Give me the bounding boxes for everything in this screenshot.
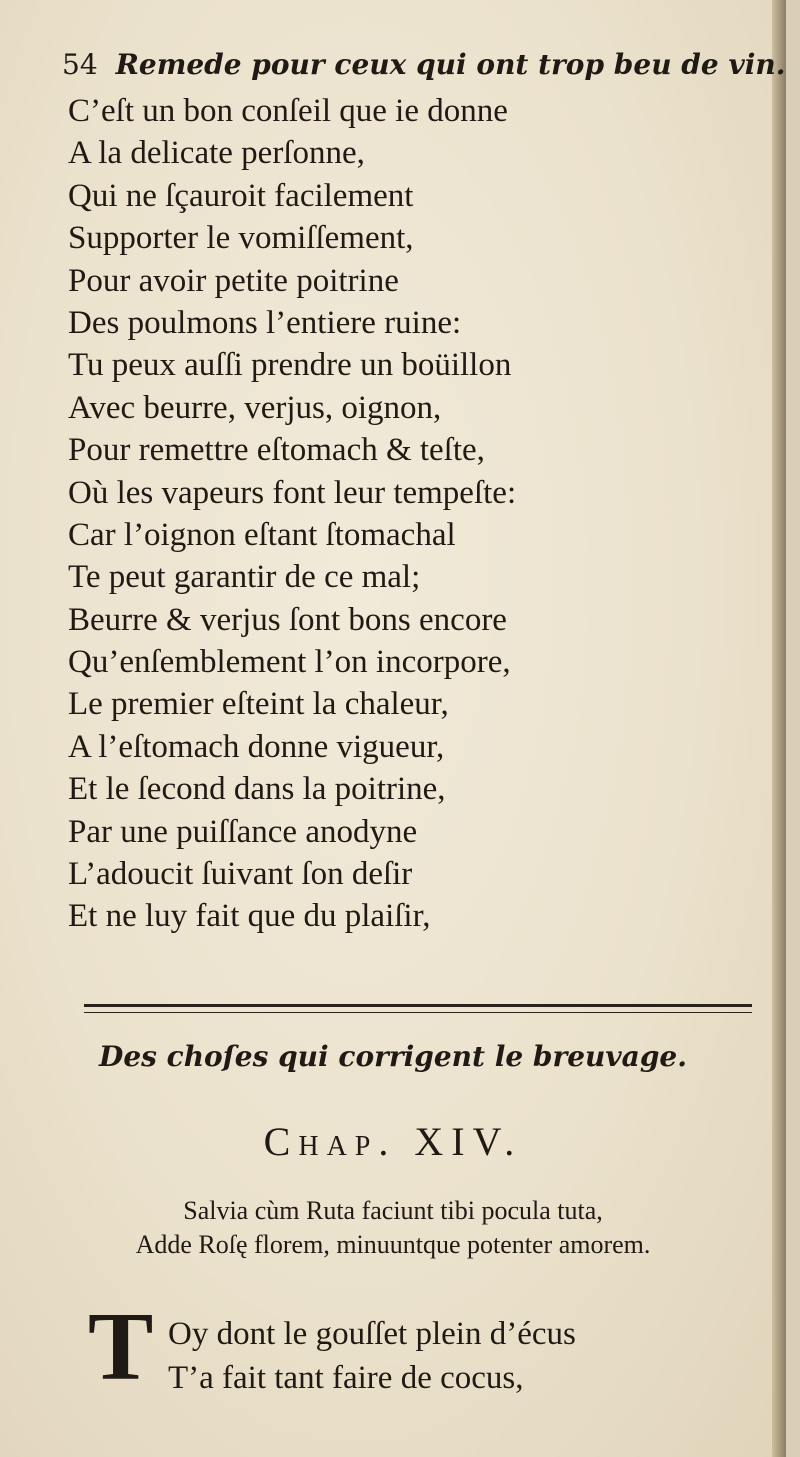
- verse-line: Te peut garantir de ce mal;: [68, 559, 421, 596]
- verse-line: Le premier eſteint la chaleur,: [68, 686, 449, 723]
- verse-line: Avec beurre, verjus, oignon,: [68, 389, 442, 426]
- verse-line: Où les vapeurs font leur tempeſte:: [68, 474, 517, 511]
- epigraph-line: Salvia cùm Ruta faciunt tibi pocula tuta,: [183, 1196, 603, 1225]
- verse-line: Et ne luy fait que du plaiſir,: [68, 898, 431, 935]
- opening-line: Oy dont le gouſſet plein d’écus: [168, 1316, 576, 1352]
- verse-line: Et le ſecond dans la poitrine,: [68, 771, 446, 808]
- verse-line: Des poulmons l’entiere ruine:: [68, 304, 462, 341]
- verse-line: Beurre & verjus ſont bons encore: [68, 601, 507, 638]
- verse-line: Pour avoir petite poitrine: [68, 262, 399, 299]
- verse-line: Tu peux auſſi prendre un boüillon: [68, 347, 512, 384]
- verse-line: A la delicate perſonne,: [68, 135, 365, 172]
- verse-line: C’eſt un bon conſeil que ie donne: [68, 93, 508, 129]
- section-rule-thick: [84, 1004, 752, 1007]
- verse-line: Par une puiſſance anodyne: [68, 813, 418, 850]
- section-title: Des choſes qui corrigent le breuvage.: [99, 1040, 687, 1073]
- running-head: [62, 48, 786, 81]
- chapter-heading: Chap. XIV.: [263, 1119, 523, 1164]
- verse-line: Supporter le vomiſſement,: [68, 220, 414, 257]
- verse-line: Qu’enſemblement l’on incorpore,: [68, 644, 511, 681]
- page-number: 54: [62, 48, 98, 81]
- verse-line: Car l’oignon eſtant ſtomachal: [68, 516, 456, 553]
- opening-verse: [168, 1312, 576, 1400]
- verse-block: [68, 90, 516, 938]
- verse-line: L’adoucit ſuivant ſon deſir: [68, 856, 413, 893]
- drop-cap: T: [88, 1293, 154, 1401]
- section-rule-thin: [84, 1012, 752, 1013]
- verse-line: A l’eſtomach donne vigueur,: [68, 728, 445, 765]
- verse-line: Qui ne ſçauroit facilement: [68, 177, 414, 214]
- epigraph-line: Adde Roſę florem, minuuntque potenter amorem.: [135, 1230, 651, 1259]
- running-head-title: Remede pour ceux qui ont trop beu de vin.: [115, 48, 786, 81]
- verse-line: Pour remettre eſtomach & teſte,: [68, 432, 485, 469]
- opening-line: T’a fait tant faire de cocus,: [168, 1360, 524, 1396]
